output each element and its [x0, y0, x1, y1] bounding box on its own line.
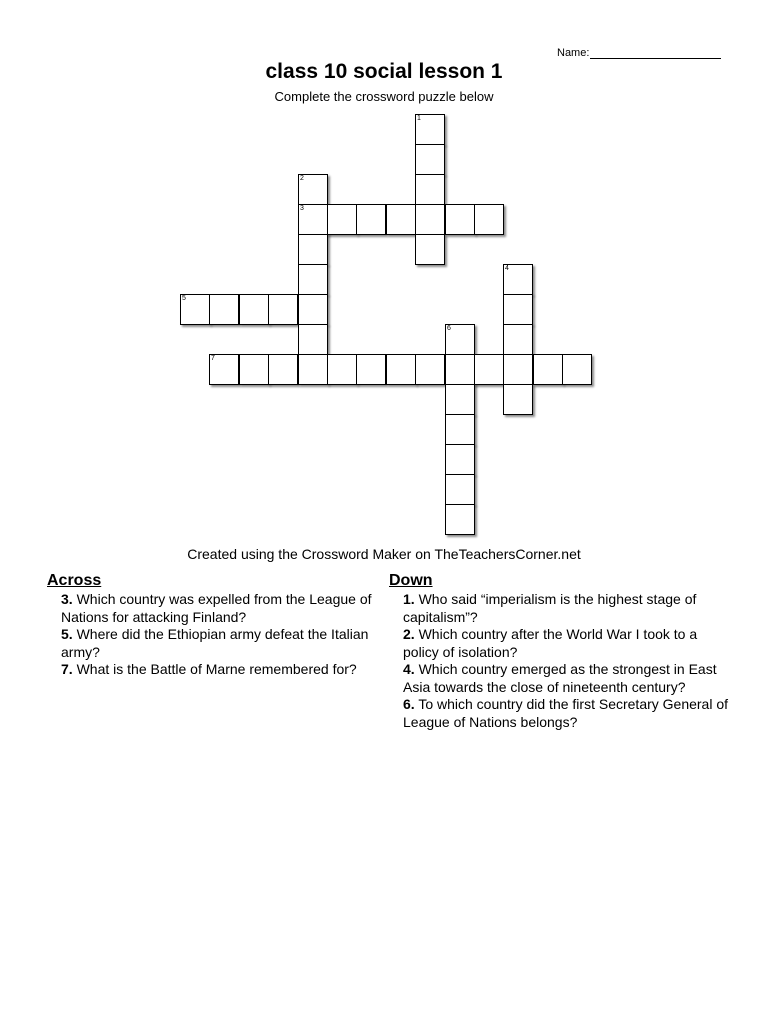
crossword-cell[interactable]	[474, 204, 504, 235]
crossword-cell[interactable]	[415, 144, 445, 175]
crossword-cell[interactable]	[386, 354, 416, 385]
crossword-cell[interactable]	[298, 324, 328, 355]
crossword-cell[interactable]	[239, 294, 269, 325]
crossword-cell[interactable]	[445, 504, 475, 535]
crossword-cell[interactable]	[298, 234, 328, 265]
crossword-cell[interactable]	[474, 354, 504, 385]
crossword-cell[interactable]	[268, 294, 298, 325]
clue-number: 4.	[403, 661, 415, 677]
down-clue	[403, 696, 729, 731]
crossword-cell[interactable]	[415, 234, 445, 265]
crossword-cell[interactable]	[445, 354, 475, 385]
crossword-cell[interactable]	[268, 354, 298, 385]
crossword-cell[interactable]	[415, 354, 445, 385]
crossword-cell[interactable]	[503, 354, 533, 385]
clue-number-label: 3	[300, 205, 304, 212]
crossword-cell[interactable]	[209, 354, 239, 385]
crossword-cell[interactable]	[445, 474, 475, 505]
crossword-cell[interactable]	[298, 204, 328, 235]
clue-text: Which country was expelled from the League of Nations for attacking Finland?	[61, 591, 372, 625]
crossword-cell[interactable]	[180, 294, 210, 325]
clue-number: 3.	[61, 591, 73, 607]
clue-text: Which country after the World War I took to a policy of isolation?	[403, 626, 698, 660]
crossword-cell[interactable]	[503, 324, 533, 355]
crossword-cell[interactable]	[298, 354, 328, 385]
crossword-cell[interactable]	[415, 174, 445, 205]
crossword-cell[interactable]	[356, 204, 386, 235]
clue-text: Who said “imperialism is the highest stage of capitalism”?	[403, 591, 697, 625]
clue-number: 6.	[403, 696, 415, 712]
crossword-cell[interactable]	[445, 414, 475, 445]
page-title: class 10 social lesson 1	[265, 60, 503, 83]
crossword-cell[interactable]	[298, 264, 328, 295]
down-clue	[403, 591, 729, 626]
clue-text: Where did the Ethiopian army defeat the Italian army?	[61, 626, 369, 660]
page-subtitle: Complete the crossword puzzle below	[274, 89, 494, 104]
crossword-cell[interactable]	[239, 354, 269, 385]
crossword-cell[interactable]	[445, 324, 475, 355]
crossword-cell[interactable]	[356, 354, 386, 385]
down-heading: Down	[389, 572, 433, 589]
crossword-cell[interactable]	[209, 294, 239, 325]
clue-text: Which country emerged as the strongest in East Asia towards the close of nineteenth century?	[403, 661, 717, 695]
crossword-cell[interactable]	[445, 204, 475, 235]
crossword-cell[interactable]	[327, 354, 357, 385]
clue-number-label: 7	[211, 355, 215, 362]
credit-text: Created using the Crossword Maker on TheTeachersCorner.net	[187, 546, 581, 562]
clue-number-label: 4	[505, 265, 509, 272]
across-clue	[61, 661, 387, 679]
across-clue	[61, 591, 387, 626]
clue-text: What is the Battle of Marne remembered for?	[76, 661, 357, 677]
across-clue	[61, 626, 387, 661]
clue-number-label: 6	[447, 325, 451, 332]
crossword-cell[interactable]	[445, 444, 475, 475]
clue-number-label: 5	[182, 295, 186, 302]
crossword-cell[interactable]	[386, 204, 416, 235]
clue-number-label: 1	[417, 115, 421, 122]
down-clue	[403, 626, 729, 661]
name-label: Name:	[557, 47, 590, 59]
down-clue	[403, 661, 729, 696]
crossword-cell[interactable]	[445, 384, 475, 415]
down-clues	[389, 571, 729, 731]
across-clues	[47, 571, 387, 679]
crossword-cell[interactable]	[503, 294, 533, 325]
crossword-cell[interactable]	[415, 114, 445, 145]
clue-number: 7.	[61, 661, 73, 677]
crossword-cell[interactable]	[503, 264, 533, 295]
clue-number: 2.	[403, 626, 415, 642]
clue-number: 1.	[403, 591, 415, 607]
crossword-cell[interactable]	[562, 354, 592, 385]
crossword-cell[interactable]	[533, 354, 563, 385]
crossword-cell[interactable]	[298, 294, 328, 325]
crossword-cell[interactable]	[298, 174, 328, 205]
clue-number-label: 2	[300, 175, 304, 182]
crossword-cell[interactable]	[415, 204, 445, 235]
clue-text: To which country did the first Secretary General of League of Nations belongs?	[403, 696, 729, 730]
crossword-cell[interactable]	[327, 204, 357, 235]
crossword-cell[interactable]	[503, 384, 533, 415]
across-heading: Across	[47, 572, 102, 589]
clue-number: 5.	[61, 626, 73, 642]
